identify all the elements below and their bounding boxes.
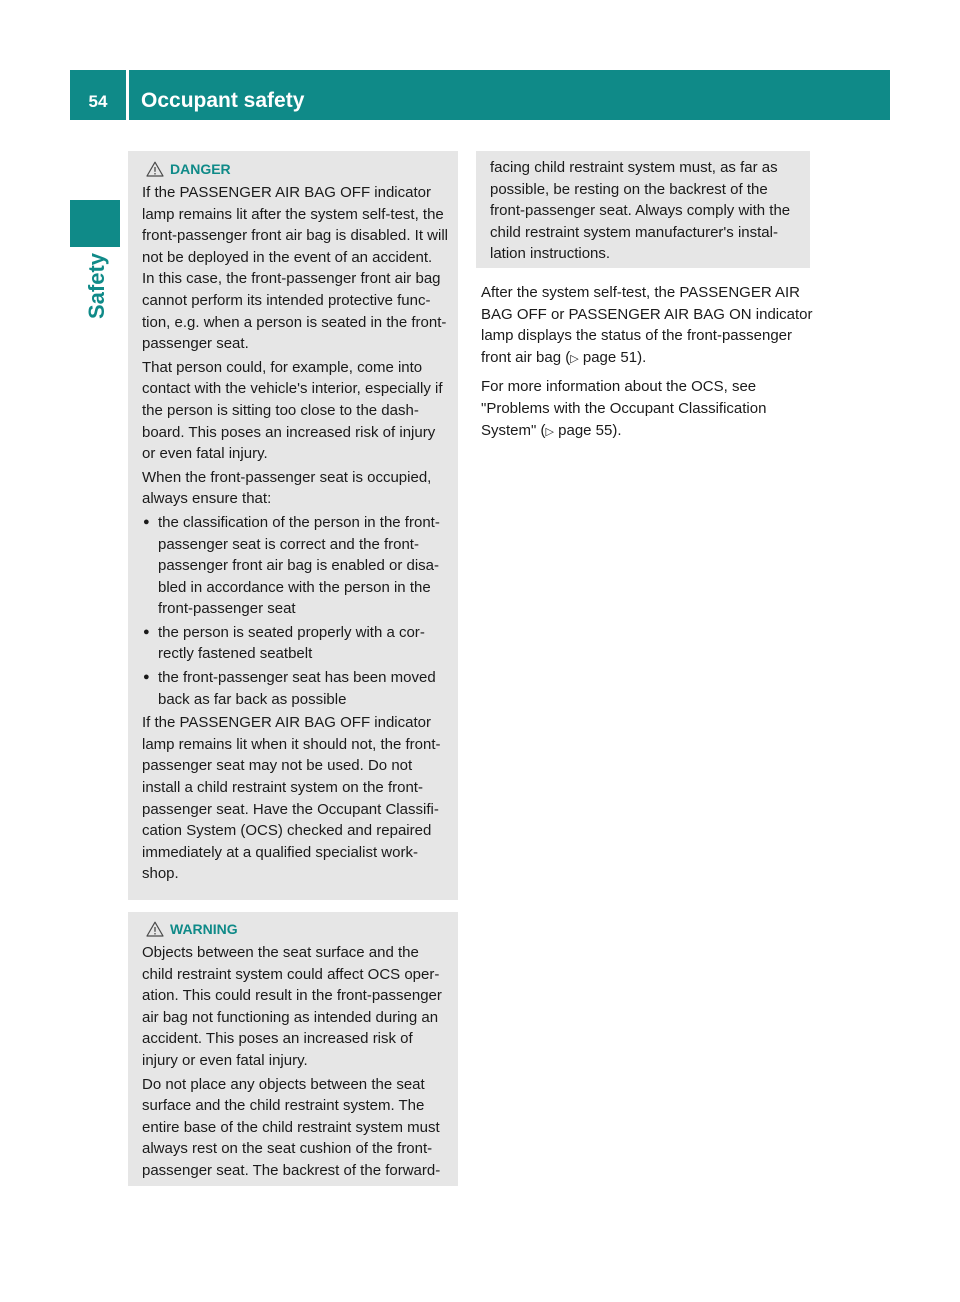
body-text: [481, 282, 815, 449]
header-divider: [126, 70, 129, 120]
warning-continuation-box: [476, 151, 810, 268]
danger-paragraph: When the front-passenger seat is occupied, always ensure that:: [142, 468, 432, 508]
danger-label: DANGER: [170, 161, 231, 177]
page-reference-link[interactable]: page 55: [558, 421, 613, 439]
section-tab-label: Safety: [84, 252, 109, 320]
page-ref-arrow-icon: ▷: [570, 352, 579, 365]
page-ref-arrow-icon: ▷: [545, 425, 554, 438]
warning-continuation: facing child restraint system must, as far as possible, be resting on the backrest of the front-passenger seat. Always comply with the child restraint system manufacturer's installation instructions.: [490, 159, 791, 263]
danger-closing: If the PASSENGER AIR BAG OFF indicator lamp remains lit when it should not, the front-passenger seat may not be used. Do not install a child restraint system on the front-passenger seat. Have the Occupant Classification System (OCS) checked and repaired immediately at a qualified specialist workshop.: [142, 714, 441, 883]
body-paragraph: For more information about the OCS, see "Problems with the Occupant Classification System" (▷ page 55).: [481, 378, 767, 439]
warning-triangle-icon: [146, 161, 164, 177]
warning-paragraph: Do not place any objects between the seat surface and the child restraint system. The entire base of the child restraint system must always rest on the seat cushion of the front-passenger seat. The backrest of the forward-: [142, 1075, 441, 1179]
bullet-icon: ●: [143, 625, 150, 638]
page-number: 54: [88, 92, 108, 111]
section-tab[interactable]: [80, 246, 114, 326]
danger-paragraph: That person could, for example, come into contact with the vehicle's interior, especially if the person is sitting too close to the dashboard. This poses an increased risk of injury or even fatal injury.: [142, 358, 443, 463]
warning-box: [128, 912, 458, 1186]
list-item: ● the front-passenger seat has been moved back as far back as possible: [143, 669, 436, 708]
warning-label: WARNING: [170, 921, 238, 937]
list-item: ● the classification of the person in the front-passenger seat is correct and the front-passenger front air bag is enabled or disabled in accordance with the person in the front-passenger seat: [143, 513, 440, 618]
danger-heading: [142, 158, 448, 180]
danger-box: [128, 151, 458, 900]
danger-list: [142, 512, 448, 710]
page-reference-link[interactable]: page 51: [582, 348, 638, 366]
danger-paragraph: If the PASSENGER AIR BAG OFF indicator lamp remains lit after the system self-test, the front-passenger front air bag is disabled. It will not be deployed in the event of an accident. In this case, the front-passenger front air bag cannot perform its intended protective function, e.g. when a person is seated in the front-passenger seat.: [142, 184, 448, 353]
list-item: ● the person is seated properly with a correctly fastened seatbelt: [143, 623, 425, 663]
body-paragraph: After the system self-test, the PASSENGER AIR BAG OFF or PASSENGER AIR BAG ON indicator lamp displays the status of the front-passenger front air bag (▷ page 51).: [481, 284, 813, 366]
page-title: Occupant safety: [141, 89, 305, 112]
bullet-icon: ●: [143, 671, 150, 684]
warning-triangle-icon: [146, 921, 164, 937]
warning-paragraph: Objects between the seat surface and the child restraint system could affect OCS operation. This could result in the front-passenger air bag not functioning as intended during an accident. This poses an increased risk of injury or even fatal injury.: [142, 944, 442, 1069]
warning-heading: [142, 918, 448, 940]
section-marker: [70, 200, 120, 247]
bullet-icon: ●: [143, 515, 150, 528]
